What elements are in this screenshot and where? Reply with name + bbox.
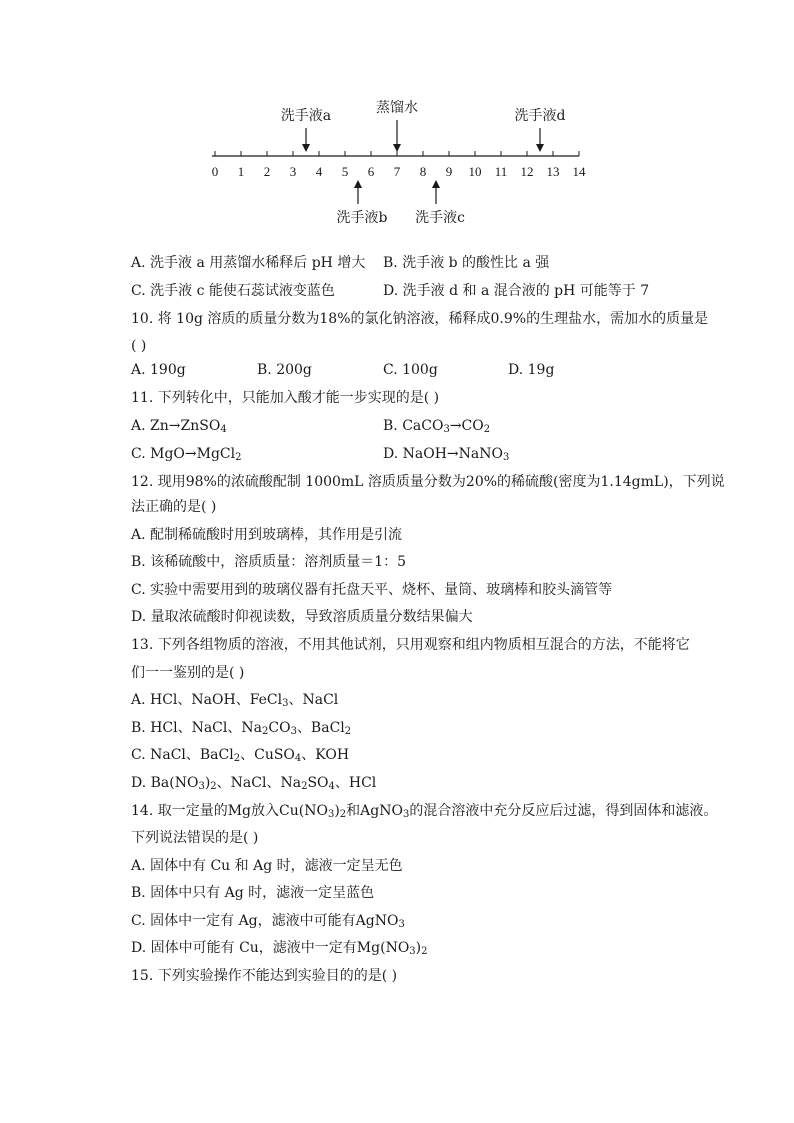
tick-label: 3 xyxy=(289,164,297,179)
q14-stem-line2: 下列说法错误的是( ) xyxy=(131,830,259,846)
tick-label: 13 xyxy=(546,164,560,179)
marker-label: 洗手液c xyxy=(415,210,465,226)
tick-label: 0 xyxy=(211,164,219,179)
marker-label: 洗手液d xyxy=(514,108,566,124)
q15-stem: 15. 下列实验操作不能达到实验目的的是( ) xyxy=(131,968,398,984)
scale-ticks xyxy=(212,151,586,179)
q10-option-b: B. 200g xyxy=(257,362,312,378)
q9-option-d: D. 洗手液 d 和 a 混合液的 pH 可能等于 7 xyxy=(383,283,650,299)
q12-stem-line1: 12. 现用98%的浓硫酸配制 1000mL 溶质质量分数为20%的稀硫酸(密度为1.14gmL)，下列说 xyxy=(131,474,725,490)
tick-label: 12 xyxy=(520,164,534,179)
q10-option-d: D. 19g xyxy=(508,362,555,378)
q10-stem-line1: 10. 将 10g 溶质的质量分数为18%的氯化钠溶液，稀释成0.9%的生理盐水，需加水的质量是 xyxy=(131,311,709,327)
tick-label: 6 xyxy=(367,164,375,179)
tick-label: 4 xyxy=(315,164,323,179)
q11-option-c: C. MgO→MgCl$_2$ xyxy=(131,446,242,463)
marker-label: 洗手液a xyxy=(280,108,332,124)
q14-stem-line1: 14. 取一定量的Mg放入$Cu(NO_3)_2$和AgNO$_3$的混合溶液中充分反应后过滤，得到固体和滤液。 xyxy=(131,803,718,820)
marker-label: 洗手液b xyxy=(336,210,388,226)
q14-option-b: B. 固体中只有 Ag 时，滤液一定呈蓝色 xyxy=(131,885,375,901)
q11-option-d: D. NaOH→NaNO$_3$ xyxy=(383,446,510,463)
q14-option-a: A. 固体中有 Cu 和 Ag 时，滤液一定呈无色 xyxy=(131,858,403,874)
tick-label: 2 xyxy=(263,164,271,179)
marker-arrow-head xyxy=(354,180,362,188)
marker-arrow-head xyxy=(302,144,310,152)
q12-option-b: B. 该稀硫酸中，溶质质量：溶剂质量＝1：5 xyxy=(131,554,407,570)
tick-label: 9 xyxy=(445,164,453,179)
tick-label: 14 xyxy=(572,164,586,179)
q10-option-a: A. 190g xyxy=(131,362,186,378)
q9-option-b: B. 洗手液 b 的酸性比 a 强 xyxy=(383,255,550,271)
q14-option-c: C. 固体中一定有 Ag，滤液中可能有AgNO$_3$ xyxy=(131,913,405,930)
q13-stem-line1: 13. 下列各组物质的溶液，不用其他试剂，只用观察和组内物质相互混合的方法，不能将它 xyxy=(131,637,690,653)
q10-option-c: C. 100g xyxy=(383,362,438,378)
marker-arrow-head xyxy=(536,144,544,152)
tick-label: 8 xyxy=(419,164,427,179)
q13-option-c: C. NaCl、BaCl$_2$、CuSO$_4$、KOH xyxy=(131,747,350,764)
q12-option-a: A. 配制稀硫酸时用到玻璃棒，其作用是引流 xyxy=(131,527,403,543)
q12-option-c: C. 实验中需要用到的玻璃仪器有托盘天平、烧杯、量筒、玻璃棒和胶头滴管等 xyxy=(131,582,613,598)
q11-option-a: A. Zn→ZnSO$_4$ xyxy=(131,418,227,435)
tick-label: 5 xyxy=(341,164,349,179)
q13-option-b: B. HCl、NaCl、$Na_2CO_3$、BaCl$_2$ xyxy=(131,720,352,737)
tick-label: 1 xyxy=(237,164,245,179)
q9-option-c: C. 洗手液 c 能使石蕊试液变蓝色 xyxy=(131,283,335,299)
marker-arrow-head xyxy=(393,144,401,152)
q12-stem-line2: 法正确的是( ) xyxy=(131,499,217,515)
marker-label: 蒸馏水 xyxy=(376,100,418,116)
tick-label: 11 xyxy=(494,164,508,179)
q14-option-d: D. 固体中可能有 Cu，滤液中一定有$Mg(NO_3)_2$ xyxy=(131,940,428,957)
q13-option-d: D. $Ba(NO_3)_2$、NaCl、$Na_2SO_4$、HCl xyxy=(131,775,377,792)
marker-arrow-head xyxy=(432,180,440,188)
scale-markers xyxy=(281,99,566,226)
tick-label: 10 xyxy=(468,164,482,179)
q11-option-b: B. $CaCO_3\to CO_2$ xyxy=(383,418,491,435)
q13-option-a: A. HCl、NaOH、FeCl$_3$、NaCl xyxy=(131,692,339,709)
q10-stem-line2: ( ) xyxy=(131,338,147,354)
tick-label: 7 xyxy=(393,164,401,179)
q12-option-d: D. 量取浓硫酸时仰视读数，导致溶质质量分数结果偏大 xyxy=(131,609,473,625)
q11-stem: 11. 下列转化中，只能加入酸才能一步实现的是( ) xyxy=(131,390,440,406)
q13-stem-line2: 们一一鉴别的是( ) xyxy=(131,665,245,681)
ph-scale-figure xyxy=(0,0,794,240)
q9-option-a: A. 洗手液 a 用蒸馏水稀释后 pH 增大 xyxy=(131,255,366,271)
